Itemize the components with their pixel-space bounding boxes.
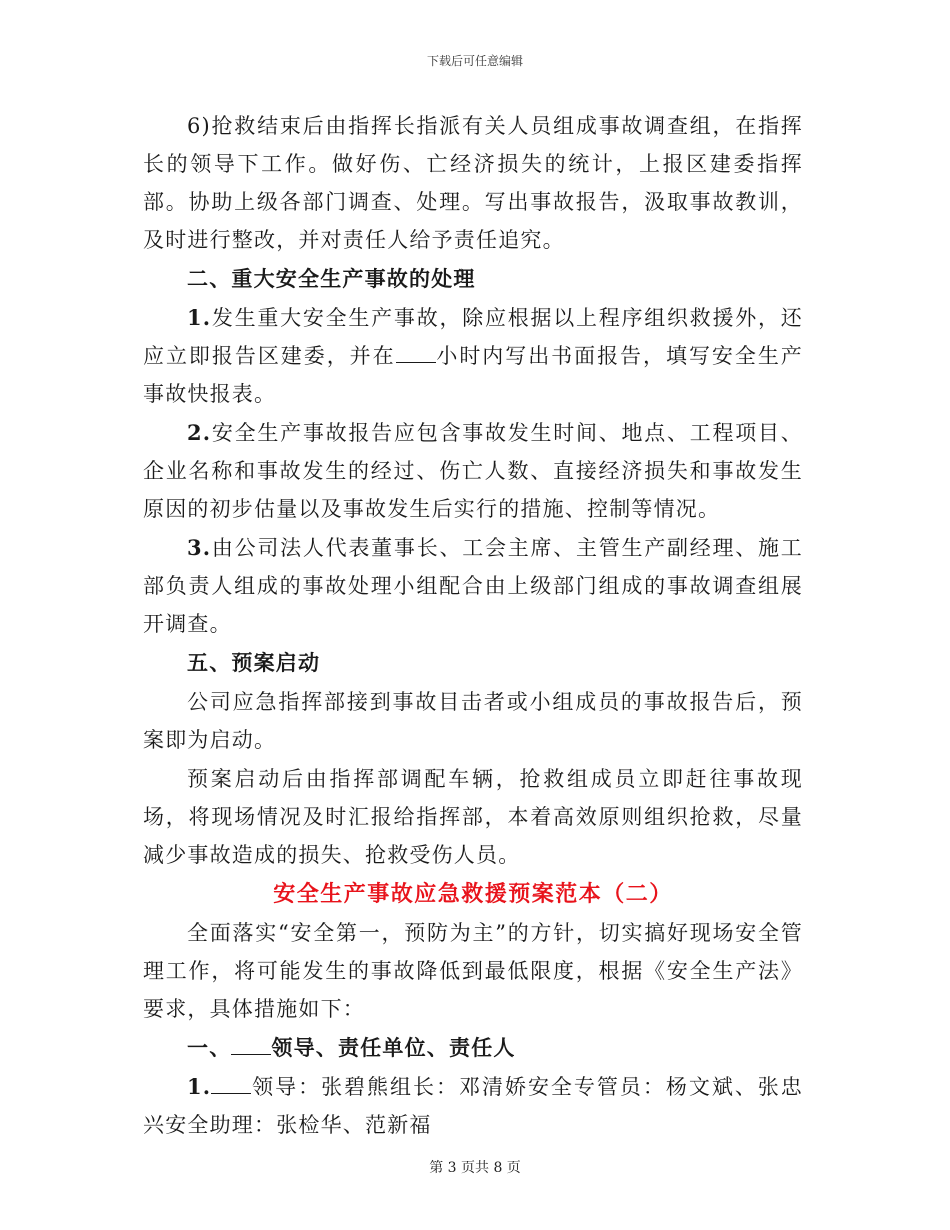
heading-text: 领导、责任单位、责任人 [271,1035,516,1060]
paragraph-text: 由公司法人代表董事长、工会主席、主管生产副经理、施工部负责人组成的事故处理小组配合由上级部门组成的事故调查组展开调查。 [143,536,803,636]
item-number: 3. [187,535,212,560]
fill-in-blank [396,342,436,363]
paragraph-text: 领导：张碧熊组长：邓清娇安全专管员：杨文斌、张忠兴安全助理：张检华、范新福 [143,1075,803,1137]
heading-number: 一、 [187,1035,232,1060]
paragraph-safety-policy: 全面落实“安全第一，预防为主”的方针，切实搞好现场安全管理工作，将可能发生的事故降低到最低限度，根据《安全生产法》要求，具体措施如下： [143,921,803,1021]
section-heading-plan-activation: 五、预案启动 [187,650,321,675]
paragraph-rescue-end: 6)抢救结束后由指挥长指派有关人员组成事故调查组，在指挥长的领导下工作。做好伤、亡经济损失的统计，上报区建委指挥部。协助上级各部门调查、处理。写出事故报告，汲取事故教训，及时进行整改，并对责任人给予责任追究。 [143,114,803,252]
item-number: 1. [187,305,212,330]
fill-in-blank [211,1073,251,1094]
paragraph-report-content [143,414,803,528]
fill-in-blank [231,1034,271,1055]
page-header: 下载后可任意编辑 [426,54,523,68]
paragraph-report-requirement [143,299,803,413]
section-heading-leaders [143,1029,803,1067]
section-title-template-two: 安全生产事故应急救援预案范本（二） [273,881,673,907]
paragraph-leader-list [143,1068,803,1144]
paragraph-investigation-team [143,529,803,643]
section-heading-major-accident: 二、重大安全生产事故的处理 [187,266,476,291]
document-body [143,107,803,1144]
page-footer: 第 3 页共 8 页 [429,1160,521,1176]
paragraph-text: 安全生产事故报告应包含事故发生时间、地点、工程项目、企业名称和事故发生的经过、伤亡人数、直接经济损失和事故发生原因的初步估量以及事故发生后实行的措施、控制等情况。 [143,421,803,521]
paragraph-text: 发生重大安全生产事故，除应根据以上程序组织救援外，还应立即报告区建委，并在 [143,306,803,368]
item-number: 1. [187,1074,212,1099]
item-number: 2. [187,420,212,445]
paragraph-plan-process: 预案启动后由指挥部调配车辆，抢救组成员立即赶往事故现场，将现场情况及时汇报给指挥部，本着高效原则组织抢救，尽量减少事故造成的损失、抢救受伤人员。 [143,767,803,867]
paragraph-text: 小时内写出书面报告，填写安全生产事故快报表。 [143,344,803,406]
paragraph-plan-start: 公司应急指挥部接到事故目击者或小组成员的事故报告后，预案即为启动。 [143,690,803,752]
